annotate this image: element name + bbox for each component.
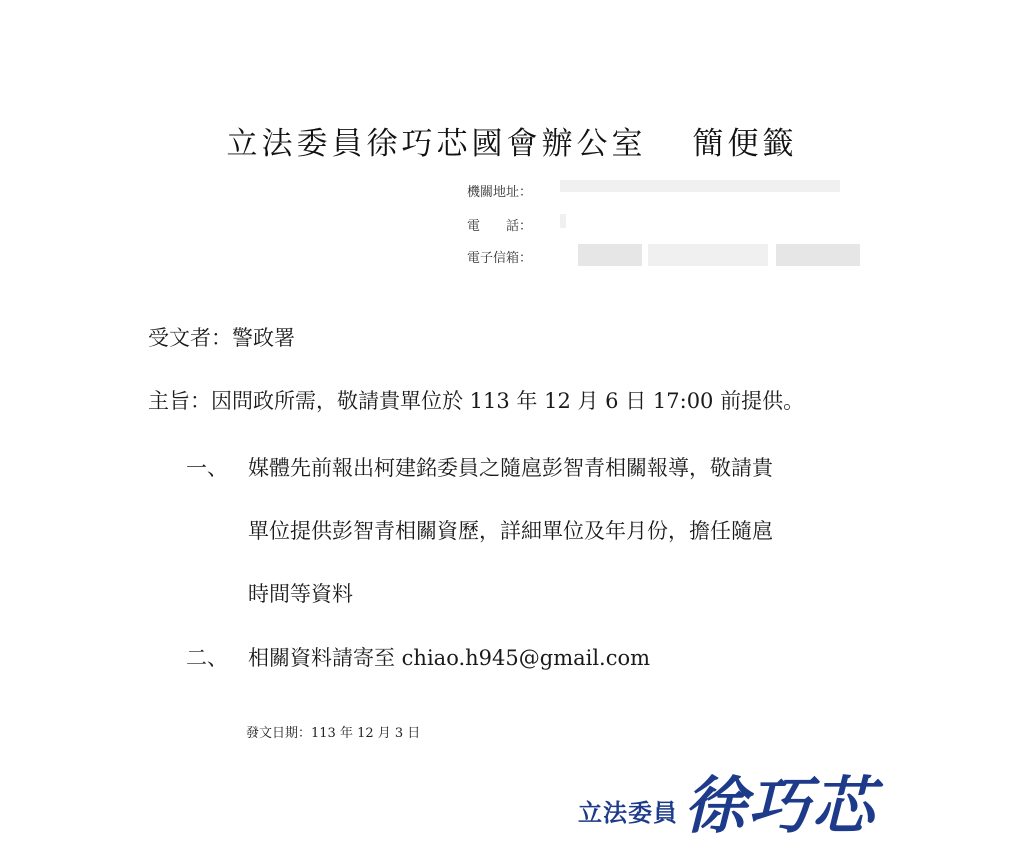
email-line <box>467 247 532 266</box>
subject-line <box>148 385 804 415</box>
issue-date: 發文日期：113 年 12 月 3 日 <box>246 726 421 741</box>
subject-text: 因問政所需，敬請貴單位於 113 年 12 月 6 日 17:00 前提供。 <box>211 389 805 413</box>
item-1-number: 一、 <box>186 456 228 480</box>
item-2-line-1: 相關資料請寄至 chiao.h945@gmail.com <box>248 646 651 670</box>
redacted-email-1 <box>578 244 642 266</box>
redacted-email-2 <box>648 244 768 266</box>
redacted-email-3 <box>776 244 860 266</box>
item-2-number: 二、 <box>186 646 228 670</box>
signature-prefix: 立法委員 <box>578 799 678 827</box>
item-1-line-2: 單位提供彭智青相關資歷，詳細單位及年月份，擔任隨扈 <box>248 519 773 543</box>
item-1-line-1: 媒體先前報出柯建銘委員之隨扈彭智青相關報導，敬請貴 <box>248 456 773 480</box>
recipient-label: 受文者： <box>148 326 232 350</box>
item-1-line-3: 時間等資料 <box>248 582 353 606</box>
redacted-phone <box>560 214 566 228</box>
document-title <box>0 118 1024 163</box>
phone-label: 電 話： <box>467 219 533 234</box>
address-label: 機關地址： <box>467 185 533 200</box>
recipient-line <box>148 322 295 352</box>
recipient-name: 警政署 <box>232 326 295 350</box>
office-title: 立法委員徐巧芯國會辦公室 <box>226 126 647 162</box>
doc-type: 簡便籤 <box>692 126 798 162</box>
subject-label: 主旨： <box>148 389 211 413</box>
phone-line <box>467 215 532 234</box>
address-line <box>467 181 532 200</box>
email-label: 電子信箱： <box>467 251 533 266</box>
signature-stamp <box>578 756 876 845</box>
redacted-address <box>560 180 840 192</box>
signature-name: 徐巧芯 <box>684 769 877 842</box>
